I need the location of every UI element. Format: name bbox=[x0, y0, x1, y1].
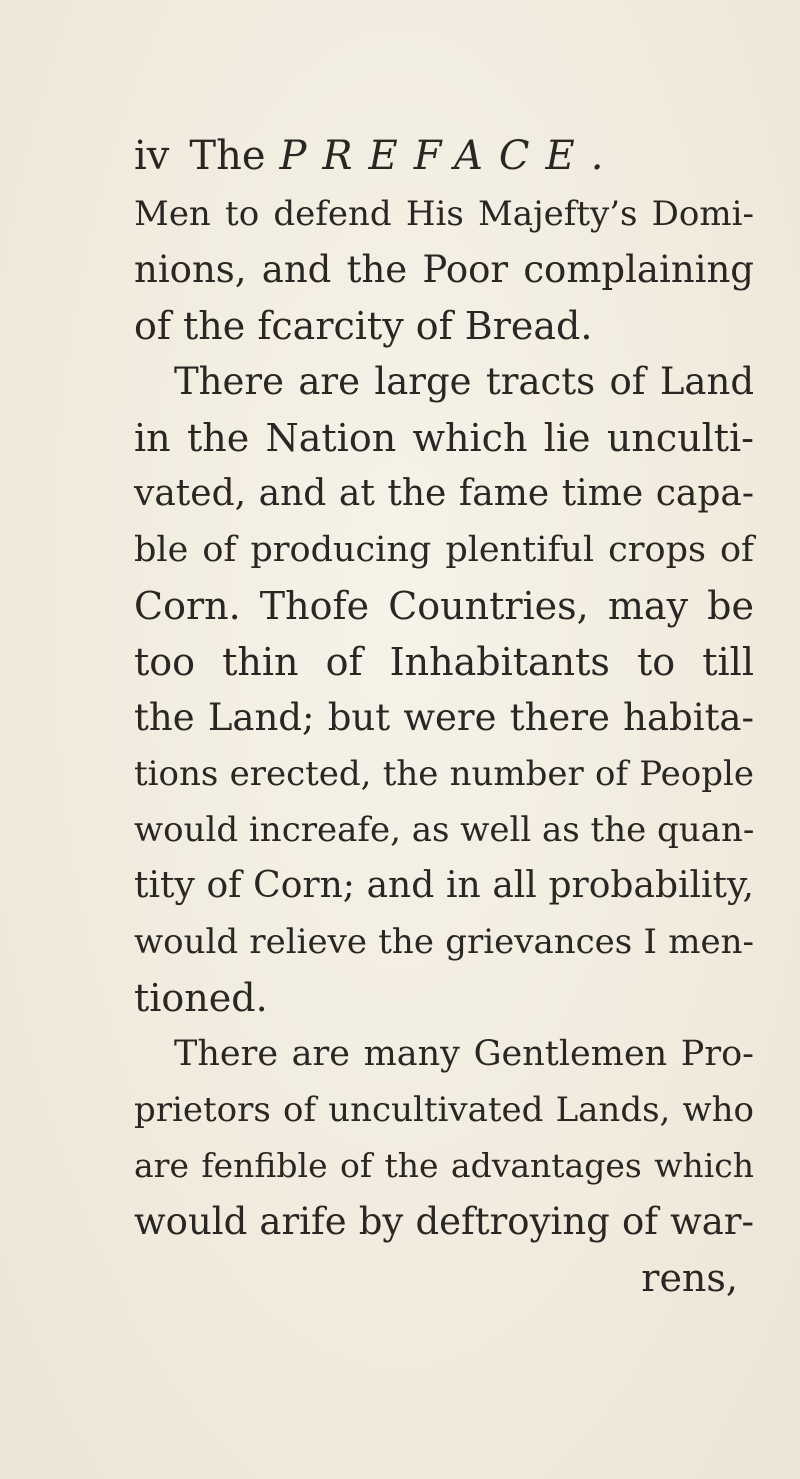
text-line: tions erected, the number of People bbox=[134, 754, 754, 794]
text-line: Corn. Thofe Countries, may be bbox=[134, 584, 754, 628]
running-header bbox=[134, 128, 619, 184]
text-line: ble of producing plentiful crops of bbox=[134, 530, 754, 570]
text-line: the Land; but were there habita- bbox=[134, 696, 754, 739]
text-line: Men to defend His Majefty’s Domi- bbox=[134, 194, 754, 234]
text-line: of the fcarcity of Bread. bbox=[134, 304, 593, 348]
text-line: too thin of Inhabitants to till bbox=[134, 640, 754, 684]
text-line: in the Nation which lie unculti- bbox=[134, 416, 754, 460]
page-number: iv bbox=[134, 133, 170, 179]
text-line: prietors of uncultivated Lands, who bbox=[134, 1090, 754, 1130]
header-title: PREFACE. bbox=[279, 133, 620, 179]
text-line: tity of Corn; and in all probability, bbox=[134, 865, 754, 906]
text-line: nions, and the Poor complaining bbox=[134, 248, 754, 291]
body-text bbox=[134, 186, 754, 1306]
text-line: There are large tracts of Land bbox=[174, 360, 754, 403]
text-line: are fenfible of the advantages which bbox=[134, 1146, 754, 1185]
header-the: The bbox=[189, 133, 266, 179]
text-line: would increafe, as well as the quan- bbox=[134, 810, 755, 850]
text-line: vated, and at the fame time capa- bbox=[134, 473, 754, 514]
text-line: would arife by deftroying of war- bbox=[134, 1200, 754, 1243]
text-line: There are many Gentlemen Pro- bbox=[174, 1034, 754, 1074]
text-line: tioned. bbox=[134, 976, 268, 1020]
text-line: would relieve the grievances I men- bbox=[134, 922, 754, 962]
catchword: rens, bbox=[641, 1256, 738, 1300]
